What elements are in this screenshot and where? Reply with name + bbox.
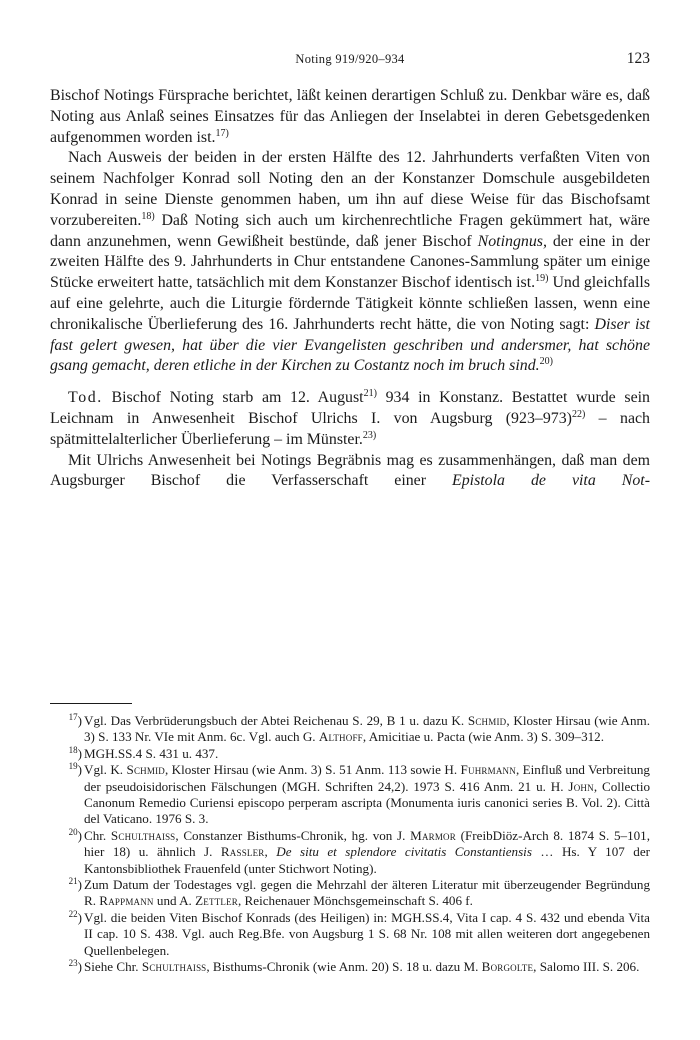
text-run: (FreibDiöz-Arch 8. 1874 S. 5–101, hier 18) u. ähnlich J. [84, 827, 650, 860]
author-name: Schmid [126, 762, 165, 778]
paragraph-2 [50, 148, 650, 377]
footnote-21 [50, 877, 650, 910]
footnote-ref-number: 22 [571, 408, 582, 420]
footnote-number: $^{20}$) [68, 826, 82, 843]
text-run: der eine in der zweiten Hälfte des 9. Jahrhunderts in Chur entstandene Canones-Sammlung später um einige Stücke erweitert hatte, tatsächlich mit dem Konstanzer Bischof identisch ist. [50, 232, 650, 292]
author-name: Marmor [410, 827, 456, 843]
italic-term: Notingnus, [477, 232, 547, 250]
text-run: Chr. [84, 827, 111, 843]
author-name: Borgolte [481, 959, 534, 975]
footnote-number-value: 20 [68, 826, 78, 837]
main-text [50, 86, 650, 492]
text-run: Vgl. Das Verbrüderungsbuch der Abtei Reichenau S. 29, B 1 u. dazu K. [84, 713, 468, 728]
text-run: , Bisthums-Chronik (wie Anm. 20) S. 18 u. dazu M. [206, 959, 482, 975]
footnote-ref-number: 23 [362, 429, 373, 441]
footnote-number: $^{21}$) [68, 876, 82, 893]
footnote-number-value: 18 [68, 744, 78, 755]
text-run: , Salomo III. S. 206. [533, 959, 640, 975]
running-head [50, 50, 650, 70]
text-run: , Kloster Hirsau (wie Anm. 3) S. 133 Nr. VIe mit Anm. 6c. Vgl. auch G. [84, 713, 651, 745]
footnote-ref-21: 21) [363, 388, 377, 400]
text-run: 934 in Konstanz. Bestattet wurde sein Leichnam in Anwesenheit Bischof Ulrichs I. von Augsburg (923–973) [50, 389, 650, 427]
footnote-17 [50, 713, 650, 746]
text-run: , [264, 844, 277, 860]
text-run: Daß Noting sich auch um kirchenrechtliche Fragen gekümmert hat, wäre dann anzunehmen, wenn Gewißheit bestünde, daß jener Bischof [50, 211, 650, 250]
footnote-ref-number: 17 [215, 127, 226, 139]
text-run: MGH.SS.4 S. 431 u. 437. [84, 745, 219, 761]
footnote-ref-number: 19 [535, 273, 546, 285]
text-run: Mit Ulrichs Anwesenheit bei Notings Begräbnis mag es zusammenhängen, daß man dem Augsburger Bischof die Verfasserschaft einer [50, 451, 650, 490]
footnote-number-value: 17 [68, 712, 78, 722]
text-run: , Collectio Canonum Remedio Curiensi episcopo perperam ascripta (Monumenta iuris canonici series B. Vol. 2). Città del Vaticano. 1976 S. 3. [84, 778, 650, 827]
italic-title: Epistola de vita Not- [452, 472, 650, 490]
footnote-number-value: 22 [68, 908, 78, 919]
page-number: 123 [626, 50, 650, 67]
text-run: Und gleichfalls auf eine gelehrte, auch die Liturgie fördernde Tätigkeit könnte schließen lassen, wenn eine chronikalische Überlieferung des 16. Jahrhunderts recht hätte, die von Noting sagt: [50, 274, 650, 333]
author-name: Schulthaiß [110, 827, 176, 843]
footnote-number: $^{17}$) [68, 712, 82, 728]
running-title: Noting 919/920–934 [295, 52, 405, 66]
author-name: Rassler [220, 844, 265, 860]
text-run: , Einfluß und Verbreitung der pseudoisidorischen Fälschungen (MGH. Schriften 24,2). 1973 S. 416 Anm. 21 u. H. [84, 762, 650, 794]
footnote-ref-18: 18) [141, 210, 155, 222]
footnote-ref-17: 17) [215, 127, 229, 139]
footnote-number-value: 19 [68, 761, 78, 772]
author-name: Rappmann [99, 893, 154, 909]
footnote-number: $^{18}$) [68, 744, 82, 761]
author-name: Fuhrmann [460, 762, 516, 778]
footnote-number-value: 21 [68, 876, 78, 887]
footnote-number-value: 23 [68, 958, 78, 969]
footnote-number: $^{22}$) [68, 908, 82, 925]
author-name: Althoff [318, 729, 363, 745]
paragraph-1 [50, 86, 650, 148]
footnote-number: $^{19}$) [68, 761, 82, 778]
italic-title: De situ et splendore civitatis Constantiensis [276, 844, 532, 860]
text-run: , Amicitiae u. Pacta (wie Anm. 3) S. 309–312. [362, 729, 604, 745]
section-lead: Tod. [68, 389, 103, 407]
text-run: Bischof Noting starb am 12. August [102, 389, 364, 407]
footnote-18 [50, 746, 650, 762]
author-name: John [568, 778, 594, 794]
italic-quotation: Diser ist fast gelert gwesen, hat über die vier Evangelisten geschriben und andersmer, hat schöne gsang gemacht, deren etliche in der Kirchen zu Costantz noch im bruch sind. [50, 315, 650, 375]
text-run: Nach Ausweis der beiden in der ersten Hälfte des 12. Jahrhunderts verfaßten Viten von seinem Nachfolger Konrad soll Noting den an der Konstanzer Domschule ausgebildeten Konrad in seine Dienste genommen haben, um ihn auf diese Weise für das Bischofsamt vorzubereiten. [50, 149, 650, 229]
text-run: Siehe Chr. [84, 959, 142, 975]
text-run: , Reichenauer Mönchsgemeinschaft S. 406 f. [238, 893, 473, 909]
text-run: und A. [153, 893, 196, 909]
text-run: Vgl. K. [84, 762, 127, 778]
text-run: Bischof Notings Fürsprache berichtet, läßt keinen derartigen Schluß zu. Denkbar wäre es, daß Noting aus Anlaß seines Einsatzes für das Anliegen der Inselabtei in deren Gebetsgedenken aufgenommen worden ist. [50, 87, 650, 146]
footnote-ref-23: 23) [362, 429, 377, 441]
text-run: , Kloster Hirsau (wie Anm. 3) S. 51 Anm. 113 sowie H. [164, 762, 461, 778]
author-name: Schulthaiß [141, 959, 207, 975]
footnote-ref-22: 22) [571, 408, 586, 420]
paragraph-3 [50, 388, 650, 450]
footnote-rule [50, 703, 132, 704]
author-name: Schmid [467, 713, 507, 728]
footnote-ref-number: 20 [539, 356, 550, 368]
text-run: , Constanzer Bisthums-Chronik, hg. von J. [175, 827, 411, 843]
footnote-ref-number: 21 [363, 388, 374, 400]
footnote-20 [50, 828, 650, 877]
footnote-number: $^{23}$) [68, 958, 82, 975]
text-run: – nach spätmittelalterlicher Überlieferung – im Münster. [50, 409, 650, 448]
footnote-ref-number: 18 [141, 210, 152, 222]
text-run: Zum Datum der Todestages vgl. gegen die Mehrzahl der älteren Literatur mit überzeugender Begründung R. [84, 877, 650, 909]
footnote-23 [50, 959, 650, 975]
author-name: Zettler [195, 893, 238, 909]
text-run: Vgl. die beiden Viten Bischof Konrads (des Heiligen) in: MGH.SS.4, Vita I cap. 4 S. 432 und ebenda Vita II cap. 10 S. 438. Vgl. auch Reg.Bfe. von Augsburg 1 S. 68 Nr. 108 mit allen weiteren dort angegebenen Quellenbelegen. [84, 909, 650, 958]
footnotes [50, 713, 650, 976]
footnote-ref-20: 20) [539, 356, 553, 368]
footnote-22 [50, 910, 650, 959]
footnote-19 [50, 762, 650, 828]
footnote-ref-19: 19) [535, 273, 549, 285]
paragraph-4 [50, 451, 650, 493]
text-run: … Hs. Y 107 der Kantonsbibliothek Frauenfeld (unter Stichwort Noting). [84, 844, 650, 876]
